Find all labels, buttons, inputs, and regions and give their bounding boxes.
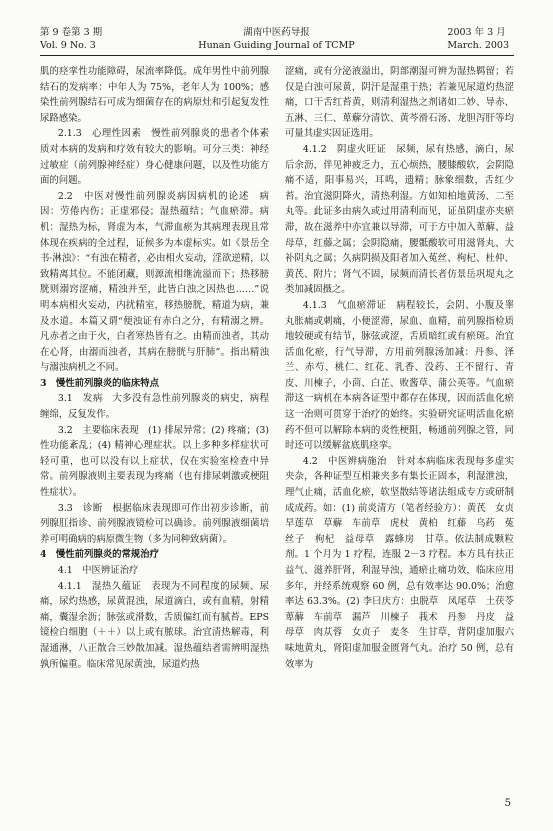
header-issue-date: [447, 26, 509, 52]
page-number: 5: [504, 798, 511, 809]
paragraph: 3.2 主要临床表现 (1) 排尿异常；(2) 疼痛；(3) 性功能紊乱；(4) 精神心理症状。以上多种多样症状可轻可重，也可以没有以上症状，仅在实验室检查中异常。前列腺液则主要表现为疼痛（也有排尿刺激或梗阻性症状）。: [40, 424, 269, 499]
paragraph: 4.1 中医辨证治疗: [57, 565, 139, 576]
paragraph: 2.2 中医对慢性前列腺炎病因病机的论述 病因：劳倦内伤；正虚邪侵；湿热蕴结；气血瘀滞。病机：湿热为标，肾虚为本，气滞血瘀为其病理表现且常体现在疾病的全过程，证候多为本虚标实。如《景岳全书·淋浊》：“有浊在精者，必由相火妄动，淫欲逆精，以致精离其位。不能闭藏，则源流相继流溢而下；热移膀胱则溺窍涩痛，精浊并至，此皆白浊之因热也……”说明本病相火妄动，内扰精室，移热膀胱，精道为病，兼及水道。本篇又谓“便浊证有赤白之分，有精溺之辨。凡赤者之由于火，白者寒热皆有之。由精而浊者，其动在心肾，由溺而浊者，其病在膀胱与肝肺”。指出精浊与溺浊病机之不同。: [40, 190, 269, 374]
header-title-cn: 湖南中医药导报: [243, 27, 310, 38]
header-volume-cn: 第 9 卷第 3 期: [40, 27, 103, 38]
header-rule: [40, 55, 514, 56]
header-volume-en: Vol. 9 No. 3: [40, 40, 96, 51]
paragraph: 4.1.1 湿热久蕴证 表现为不同程度的尿频、尿痛，尿灼热感，尿黄混浊，尿道滴白，或有血精，射精痛，囊湿余沥；脉弦或滑数，舌质偏红而有腻苔。EPS 镜检白细胞（＋＋）以上或有脓球。治宜清热解毒，利湿通淋，八正散合三妙散加减。湿热蕴结者需辨明湿热孰所偏重。临床常见尿黄浊，尿道灼热: [40, 580, 269, 670]
header-title-en: Hunan Guiding Journal of TCMP: [198, 40, 355, 51]
header-date-en: March. 2003: [447, 40, 509, 51]
paragraph: 4.1.3 气血瘀滞证 病程较长，会阴、小腹及睾丸胀痛或刺痛，小便涩滞，尿血、血精，前列腺指检质地较硬或有结节，脉弦或涩，舌质暗红或有瘀斑。治宜活血化瘀，行气导滞，方用前列腺汤加减：丹参、泽兰、赤芍、桃仁、红花、乳香、没药、王不留行、青皮、川楝子，小茴、白芷、败酱草、蒲公英等。气血瘀滞这一病机在本病各证型中都存在体现，因而活血化瘀这一治则可贯穿于治疗的始终。实验研究证明活血化瘀药不但可以解除本病的炎性梗阻，畅通前列腺之管，同时还可以缓解盆底肌痉挛。: [285, 299, 514, 452]
section-heading: 3 慢性前列腺炎的临床特点: [40, 377, 160, 389]
paragraph: 3.3 诊断 根据临床表现即可作出初步诊断，前列腺肛指诊、前列腺液镜检可以确诊。前列腺液细菌培养可明确病的病原微生物（多为同种致病菌）。: [40, 502, 269, 545]
section-heading: 4 慢性前列腺炎的常规治疗: [40, 549, 160, 561]
right-column: [285, 64, 524, 804]
paragraph: 肌的痉挛性功能障碍，尿流率降低。成年男性中前列腺结石的发病率：中年人为 75%，老年人为 100%；感染性前列腺结石可成为细菌存在的病原灶和引起复发性尿路感染。: [40, 66, 269, 124]
left-column: [40, 64, 269, 804]
paragraph: 3.1 发病 大多没有急性前列腺炎的病史，病程缠绵，反复发作。: [40, 393, 269, 421]
paragraph: 涩痛，或有分泌液溢出，阴部潮湿可辨为湿热羁留；若仅是白浊可尿黄，阴汗是湿重于热；若兼见尿道灼热涩痛，口干舌红苔黄，则清利湿热之剂诸如二妙、导赤、五淋、三仁、萆薢分清饮、黄芩滑石汤、龙胆泻肝等均可量其虚实因证选用。: [285, 66, 514, 140]
paragraph: 2.1.3 心理性因素 慢性前列腺炎的患者个体素质对本病的发病和疗效有较大的影响。可分三类：神经过敏症（前列腺神经症）身心健康问题，以及性功能方面的问题。: [40, 128, 269, 187]
paragraph: 4.2 中医辨病施治 针对本病临床表现每多虚实夹杂，各种证型互相兼夹多有集长正固本，利湿泄浊，理气止痛，活血化瘀，软坚散结等诸法组成专方或研制成成药。如：(1) 前炎清方（笔者经验方）：黄芪 女贞 旱莲草 草薢 车前草 虎杖 黄柏 红藤 乌药 菟丝子 枸杞 益母草 露蜂房 甘草。依法制成颗粒剂。1 个月为 1 疗程，连服 2－3 疗程。本方具有扶正益气、滋养肝肾，利湿导浊，通瘀止痛功效，临床应用多年，并经系统观察 60 例，总有效率达 90.0%；治愈率达 63.3%。(2) 李曰庆方：虫脱草 凤尾草 土茯苓 萆薢 车前草 漏芦 川楝子 莪术 丹参 丹皮 益母草 肉苁蓉 女贞子 麦冬 生甘草，背阴虚加服六味地黄丸，肾阳虚加服金匮肾气丸。治疗 50 例，总有效率为: [285, 455, 524, 670]
paragraph: 4.1.2 阴虚火旺证 尿频，尿有热感，滴白，尿后余沥，伴见神疲乏力，五心烦热，腰膝酸软，会阴隐痛不适，阳事易兴，耳鸣，遗精；脉象细数，舌红少苔。治宜滋阴降火，清热利湿。方如知柏地黄汤、二至丸等。此证多由病久或过用清利而见，证虽阴虚亦夹瘀滞，故在滋养中亦宜兼以导滞，可于方中加入萆薢、益母草，红藤之属；会阴隐痛，腰骶酸软可用滋肾丸、大补阴丸之属；久病阴损及阳者加入菟丝、枸杞、杜仲、黄芪、附片；肾气不固，尿频而清长者仿景岳巩堤丸之类加减固摄之。: [285, 143, 514, 296]
header-date-cn: 2003 年 3 月: [447, 27, 506, 38]
